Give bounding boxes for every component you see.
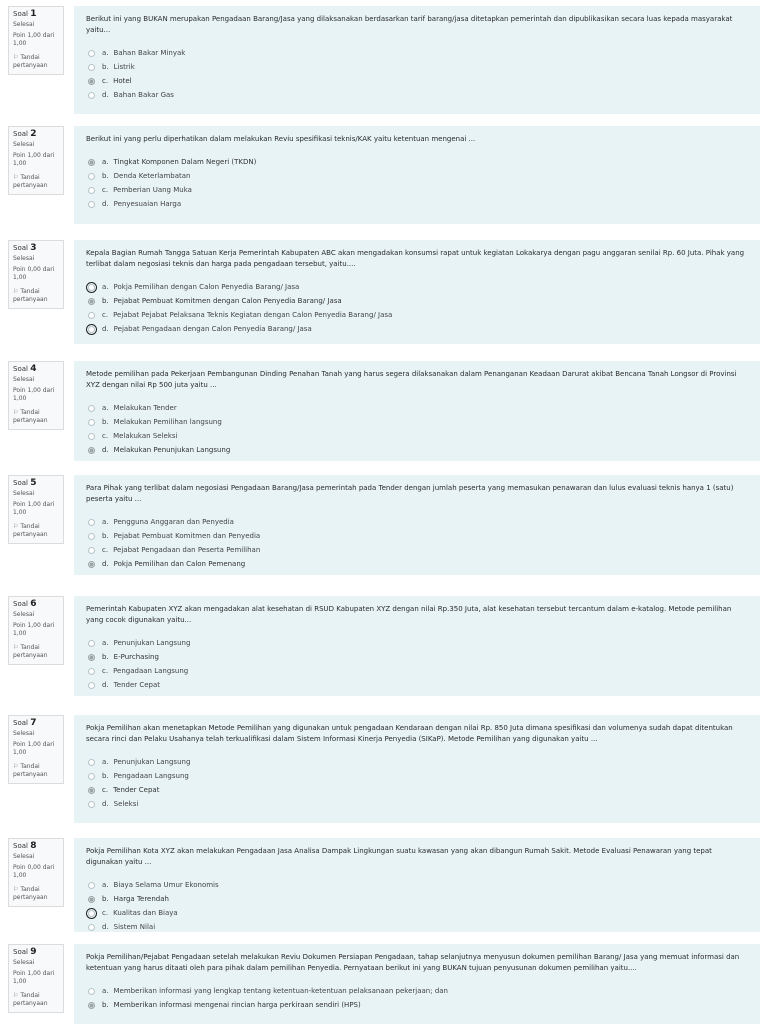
question-grade: Poin 1,00 dari 1,00 — [13, 387, 55, 402]
question-grade: Poin 1,00 dari 1,00 — [13, 501, 55, 516]
option-letter: c. — [102, 77, 109, 85]
radio-button[interactable] — [88, 759, 95, 766]
question-info — [8, 475, 64, 544]
question-text: Pokja Pemilihan akan menetapkan Metode Pemilihan yang digunakan untuk pengadaan Kendaraan dengan nilai Rp. 850 Juta dimana spesifikasi dan volumenya sudah dapat ditentukan secara rinci dan Pelaku Usahanya telah terkualifikasi dalam Sistem Informasi Kinerja Penyedia (SIKaP). Metode Pemilihan yang digunakan yaitu ... — [86, 724, 733, 743]
question-text: Berikut ini yang perlu diperhatikan dalam melakukan Reviu spesifikasi teknis/KAK yaitu ketentuan mengenai ... — [86, 135, 476, 143]
option-text: Memberikan informasi mengenai rincian harga perkiraan sendiri (HPS) — [113, 1001, 361, 1009]
option-text: Tender Cepat — [113, 681, 161, 689]
option-letter: d. — [102, 560, 109, 568]
option-text: Melakukan Tender — [113, 404, 177, 412]
option-text: Pengguna Anggaran dan Penyedia — [113, 518, 234, 526]
option-text: Biaya Selama Umur Ekonomis — [113, 881, 219, 889]
radio-button[interactable] — [88, 92, 95, 99]
option-letter: d. — [102, 91, 109, 99]
option-letter: b. — [102, 653, 109, 661]
option-letter: b. — [102, 297, 109, 305]
radio-button[interactable] — [88, 640, 95, 647]
option-text: Pejabat Pembuat Komitmen dan Penyedia — [113, 532, 261, 540]
question-grade: Poin 0,00 dari 1,00 — [13, 864, 55, 879]
radio-button[interactable] — [88, 896, 95, 903]
radio-button[interactable] — [88, 50, 95, 57]
question-state: Selesai — [13, 255, 35, 262]
question-number — [13, 10, 59, 18]
question-grade: Poin 1,00 dari 1,00 — [13, 741, 55, 756]
question-grade: Poin 0,00 dari 1,00 — [13, 266, 55, 281]
question-number-prefix: Soal — [13, 365, 28, 373]
answer-option[interactable] — [86, 755, 748, 769]
question-grade: Poin 1,00 dari 1,00 — [13, 970, 55, 985]
question-state: Selesai — [13, 141, 35, 148]
flag-label: Tandai pertanyaan — [13, 174, 48, 189]
option-text: Listrik — [113, 63, 135, 71]
flag-label: Tandai pertanyaan — [13, 644, 48, 659]
answer-option[interactable] — [86, 401, 748, 415]
flag-icon: ⚐ — [13, 288, 19, 295]
question-number-prefix: Soal — [13, 948, 28, 956]
option-letter: c. — [102, 786, 109, 794]
radio-button[interactable] — [88, 682, 95, 689]
question-number-value: 1 — [30, 9, 37, 19]
option-text: Sistem Nilai — [113, 923, 156, 931]
radio-button[interactable] — [88, 298, 95, 305]
question-content — [74, 361, 760, 461]
radio-button[interactable] — [88, 654, 95, 661]
option-letter: b. — [102, 63, 109, 71]
question-text: Berikut ini yang BUKAN merupakan Pengadaan Barang/Jasa yang dilaksanakan berdasarkan tarif barang/jasa ditetapkan pemerintah dan dipublikasikan secara luas kepada masyarakat yaitu... — [86, 15, 733, 34]
option-letter: a. — [102, 518, 109, 526]
question-text: Pokja Pemilihan Kota XYZ akan melakukan Pengadaan Jasa Analisa Dampak Lingkungan suatu kawasan yang akan dibangun Rumah Sakit. Metode Evaluasi Penawaran yang tepat digunakan yaitu ... — [86, 847, 712, 866]
answer-option[interactable] — [86, 280, 748, 294]
question-info — [8, 596, 64, 665]
question-info — [8, 944, 64, 1013]
answer-options — [86, 636, 748, 692]
question-block — [0, 361, 768, 461]
flag-question-link[interactable] — [13, 409, 59, 425]
question-state: Selesai — [13, 853, 35, 860]
option-text: Tender Cepat — [113, 786, 160, 794]
radio-button[interactable] — [88, 64, 95, 71]
answer-option[interactable] — [86, 678, 748, 692]
answer-option[interactable] — [86, 892, 748, 906]
question-content — [74, 838, 760, 932]
option-letter: d. — [102, 923, 109, 931]
answer-option[interactable] — [86, 984, 748, 998]
option-letter: d. — [102, 681, 109, 689]
radio-button[interactable] — [88, 924, 95, 931]
question-content — [74, 944, 760, 1024]
radio-button[interactable] — [88, 519, 95, 526]
question-text: Pemerintah Kabupaten XYZ akan mengadakan alat kesehatan di RSUD Kabupaten XYZ dengan nilai Rp.350 Juta, alat kesehatan tersebut tercantum dalam e-katalog. Metode pemilihan yang cocok digunakan yaitu... — [86, 605, 732, 624]
option-text: Penunjukan Langsung — [113, 639, 191, 647]
question-state: Selesai — [13, 611, 35, 618]
radio-button[interactable] — [88, 787, 95, 794]
flag-icon: ⚐ — [13, 409, 19, 416]
question-number-value: 3 — [30, 243, 37, 253]
question-info — [8, 715, 64, 784]
question-block — [0, 715, 768, 823]
question-text: Metode pemilihan pada Pekerjaan Pembangunan Dinding Penahan Tanah yang harus segera dilaksanakan dalam Penanganan Keadaan Darurat akibat Bencana Tanah Longsor di Provinsi XYZ dengan nilai Rp 500 juta yaitu ... — [86, 370, 737, 389]
question-number — [13, 600, 59, 608]
answer-option[interactable] — [86, 529, 748, 543]
option-letter: a. — [102, 158, 109, 166]
option-text: Denda Keterlambatan — [113, 172, 191, 180]
question-number — [13, 244, 59, 252]
flag-label: Tandai pertanyaan — [13, 409, 48, 424]
question-number — [13, 479, 59, 487]
question-state: Selesai — [13, 21, 35, 28]
option-letter: c. — [102, 186, 109, 194]
flag-question-link[interactable] — [13, 54, 59, 70]
question-number — [13, 130, 59, 138]
option-letter: a. — [102, 758, 109, 766]
answer-option[interactable] — [86, 322, 748, 336]
answer-option[interactable] — [86, 429, 748, 443]
option-letter: b. — [102, 895, 109, 903]
answer-option[interactable] — [86, 664, 748, 678]
flag-icon: ⚐ — [13, 886, 19, 893]
flag-label: Tandai pertanyaan — [13, 763, 48, 778]
flag-label: Tandai pertanyaan — [13, 523, 48, 538]
question-grade: Poin 1,00 dari 1,00 — [13, 32, 55, 47]
question-content — [74, 715, 760, 823]
question-block — [0, 240, 768, 344]
flag-label: Tandai pertanyaan — [13, 992, 48, 1007]
question-state: Selesai — [13, 959, 35, 966]
answer-options — [86, 401, 748, 457]
answer-options — [86, 755, 748, 811]
question-number-prefix: Soal — [13, 719, 28, 727]
answer-option[interactable] — [86, 998, 748, 1012]
answer-option[interactable] — [86, 920, 748, 934]
flag-icon: ⚐ — [13, 174, 19, 181]
question-block — [0, 475, 768, 575]
radio-button[interactable] — [88, 173, 95, 180]
question-state: Selesai — [13, 730, 35, 737]
answer-options — [86, 155, 748, 211]
option-text: Pejabat Pejabat Pelaksana Teknis Kegiatan dengan Calon Penyedia Barang/ Jasa — [113, 311, 393, 319]
question-block — [0, 126, 768, 224]
question-number-value: 7 — [30, 718, 37, 728]
question-info — [8, 240, 64, 309]
radio-button[interactable] — [88, 405, 95, 412]
answer-options — [86, 280, 748, 336]
flag-label: Tandai pertanyaan — [13, 54, 48, 69]
question-block — [0, 944, 768, 1024]
question-number-value: 2 — [30, 129, 37, 139]
question-state: Selesai — [13, 490, 35, 497]
option-letter: d. — [102, 325, 109, 333]
option-letter: a. — [102, 639, 109, 647]
question-content — [74, 240, 760, 344]
option-letter: b. — [102, 172, 109, 180]
option-text: Melakukan Seleksi — [113, 432, 178, 440]
radio-button[interactable] — [88, 773, 95, 780]
flag-question-link[interactable] — [13, 174, 59, 190]
radio-button[interactable] — [88, 533, 95, 540]
option-letter: b. — [102, 1001, 109, 1009]
flag-icon: ⚐ — [13, 644, 19, 651]
question-grade: Poin 1,00 dari 1,00 — [13, 152, 55, 167]
option-letter: d. — [102, 446, 109, 454]
option-letter: a. — [102, 881, 109, 889]
option-letter: a. — [102, 987, 109, 995]
question-number — [13, 719, 59, 727]
question-number — [13, 842, 59, 850]
radio-button[interactable] — [88, 561, 95, 568]
question-block — [0, 596, 768, 696]
question-text: Kepala Bagian Rumah Tangga Satuan Kerja Pemerintah Kabupaten ABC akan mengadakan konsumsi rapat untuk kegiatan Lokakarya dengan pagu anggaran senilai Rp. 60 Juta. Pihak yang terlibat dalam negosiasi teknis dan harga pada pengadaan tersebut, yaitu.... — [86, 249, 745, 268]
answer-option[interactable] — [86, 878, 748, 892]
radio-button[interactable] — [88, 201, 95, 208]
option-text: Harga Terendah — [113, 895, 169, 903]
radio-button[interactable] — [88, 326, 95, 333]
question-number-value: 5 — [30, 478, 37, 488]
option-letter: c. — [102, 432, 109, 440]
question-block — [0, 838, 768, 932]
option-letter: a. — [102, 49, 109, 57]
question-number — [13, 948, 59, 956]
option-text: Bahan Bakar Minyak — [113, 49, 186, 57]
question-info — [8, 838, 64, 907]
option-letter: c. — [102, 311, 109, 319]
answer-options — [86, 878, 748, 934]
answer-option[interactable] — [86, 155, 748, 169]
option-text: Penunjukan Langsung — [113, 758, 191, 766]
answer-option[interactable] — [86, 197, 748, 211]
flag-label: Tandai pertanyaan — [13, 886, 48, 901]
question-block — [0, 6, 768, 114]
option-text: Hotel — [113, 77, 132, 85]
option-text: Kualitas dan Biaya — [113, 909, 178, 917]
radio-button[interactable] — [88, 988, 95, 995]
answer-option[interactable] — [86, 415, 748, 429]
option-letter: d. — [102, 200, 109, 208]
answer-option[interactable] — [86, 906, 748, 920]
radio-button[interactable] — [88, 447, 95, 454]
answer-option[interactable] — [86, 88, 748, 102]
option-text: Pejabat Pembuat Komitmen dengan Calon Penyedia Barang/ Jasa — [113, 297, 342, 305]
option-letter: b. — [102, 772, 109, 780]
answer-option[interactable] — [86, 543, 748, 557]
option-text: Tingkat Komponen Dalam Negeri (TKDN) — [113, 158, 257, 166]
question-number-prefix: Soal — [13, 842, 28, 850]
answer-option[interactable] — [86, 515, 748, 529]
answer-option[interactable] — [86, 308, 748, 322]
flag-label: Tandai pertanyaan — [13, 288, 48, 303]
answer-option[interactable] — [86, 650, 748, 664]
option-text: Pengadaan Langsung — [113, 772, 189, 780]
question-content — [74, 596, 760, 696]
radio-button[interactable] — [88, 882, 95, 889]
answer-options — [86, 515, 748, 571]
radio-button[interactable] — [88, 433, 95, 440]
question-info — [8, 361, 64, 430]
flag-question-link[interactable] — [13, 886, 59, 902]
option-text: Pokja Pemilihan dengan Calon Penyedia Barang/ Jasa — [113, 283, 300, 291]
question-grade: Poin 1,00 dari 1,00 — [13, 622, 55, 637]
question-number-value: 6 — [30, 599, 37, 609]
flag-icon: ⚐ — [13, 523, 19, 530]
question-number-prefix: Soal — [13, 130, 28, 138]
option-text: Pemberian Uang Muka — [113, 186, 192, 194]
option-letter: d. — [102, 800, 109, 808]
question-text: Pokja Pemilihan/Pejabat Pengadaan setelah melakukan Reviu Dokumen Persiapan Pengadaan, tahap selanjutnya menyusun dokumen pemilihan Barang/ Jasa yang memuat informasi dan ketentuan yang harus ditaati oleh para pihak dalam pemilihan Penyedia. Pernyataan berikut ini yang BUKAN tujuan penyusunan dokumen pemilihan yaitu.... — [86, 953, 740, 972]
option-letter: c. — [102, 546, 109, 554]
option-text: Seleksi — [113, 800, 139, 808]
question-number-prefix: Soal — [13, 600, 28, 608]
radio-button[interactable] — [88, 78, 95, 85]
question-content — [74, 126, 760, 224]
answer-option[interactable] — [86, 74, 748, 88]
question-number-prefix: Soal — [13, 479, 28, 487]
question-text: Para Pihak yang terlibat dalam negosiasi Pengadaan Barang/Jasa pemerintah pada Tender dengan jumlah peserta yang memasukan penawaran dan lulus evaluasi teknis hanya 1 (satu) peserta yaitu ... — [86, 484, 734, 503]
radio-button[interactable] — [88, 547, 95, 554]
option-text: Pokja Pemilihan dan Calon Pemenang — [113, 560, 246, 568]
option-text: Melakukan Pemilihan langsung — [113, 418, 222, 426]
question-number-value: 8 — [30, 841, 37, 851]
answer-options — [86, 46, 748, 102]
answer-option[interactable] — [86, 797, 748, 811]
flag-icon: ⚐ — [13, 54, 19, 61]
option-text: Pejabat Pengadaan dengan Calon Penyedia Barang/ Jasa — [113, 325, 312, 333]
radio-button[interactable] — [88, 284, 95, 291]
flag-question-link[interactable] — [13, 644, 59, 660]
radio-button[interactable] — [88, 419, 95, 426]
flag-question-link[interactable] — [13, 288, 59, 304]
option-text: Memberikan informasi yang lengkap tentang ketentuan-ketentuan pelaksanaan pekerjaan; dan — [113, 987, 448, 995]
option-letter: a. — [102, 283, 109, 291]
question-info — [8, 126, 64, 195]
radio-button[interactable] — [88, 1002, 95, 1009]
radio-button[interactable] — [88, 159, 95, 166]
question-info — [8, 6, 64, 75]
flag-question-link[interactable] — [13, 992, 59, 1008]
question-number-value: 9 — [30, 947, 37, 957]
question-content — [74, 475, 760, 575]
option-letter: b. — [102, 418, 109, 426]
answer-option[interactable] — [86, 443, 748, 457]
answer-options — [86, 984, 748, 1012]
answer-option[interactable] — [86, 169, 748, 183]
radio-button[interactable] — [88, 312, 95, 319]
option-letter: c. — [102, 667, 109, 675]
answer-option[interactable] — [86, 60, 748, 74]
radio-button[interactable] — [88, 910, 95, 917]
option-letter: c. — [102, 909, 109, 917]
answer-option[interactable] — [86, 46, 748, 60]
answer-option[interactable] — [86, 769, 748, 783]
option-text: E-Purchasing — [113, 653, 159, 661]
answer-option[interactable] — [86, 183, 748, 197]
answer-option[interactable] — [86, 636, 748, 650]
radio-button[interactable] — [88, 801, 95, 808]
question-number-value: 4 — [30, 364, 37, 374]
option-letter: a. — [102, 404, 109, 412]
flag-question-link[interactable] — [13, 763, 59, 779]
option-text: Pejabat Pengadaan dan Peserta Pemilihan — [113, 546, 261, 554]
answer-option[interactable] — [86, 783, 748, 797]
option-letter: b. — [102, 532, 109, 540]
question-number-prefix: Soal — [13, 10, 28, 18]
flag-question-link[interactable] — [13, 523, 59, 539]
answer-option[interactable] — [86, 557, 748, 571]
flag-icon: ⚐ — [13, 992, 19, 999]
question-number-prefix: Soal — [13, 244, 28, 252]
question-number — [13, 365, 59, 373]
question-content — [74, 6, 760, 114]
option-text: Pengadaan Langsung — [113, 667, 189, 675]
question-state: Selesai — [13, 376, 35, 383]
option-text: Bahan Bakar Gas — [113, 91, 174, 99]
radio-button[interactable] — [88, 668, 95, 675]
answer-option[interactable] — [86, 294, 748, 308]
option-text: Penyesuaian Harga — [113, 200, 182, 208]
option-text: Melakukan Penunjukan Langsung — [113, 446, 231, 454]
radio-button[interactable] — [88, 187, 95, 194]
flag-icon: ⚐ — [13, 763, 19, 770]
